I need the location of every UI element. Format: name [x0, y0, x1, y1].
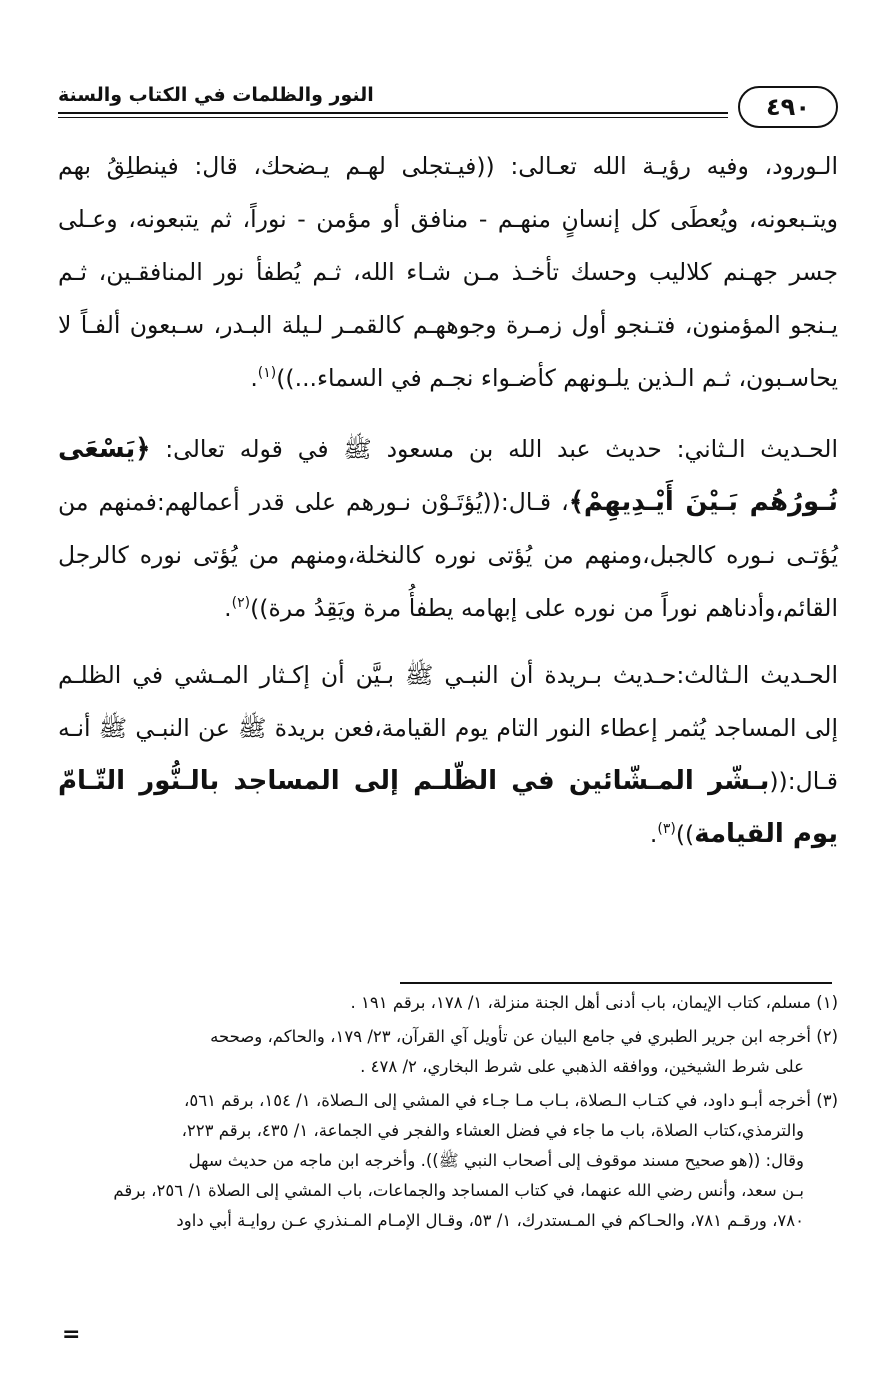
footnote-3-line-4: بـن سعد، وأنس رضي الله عنهما، في كتاب المساجد والجماعات، باب المشي إلى الصلاة ١/ ٢٥٦، برقم	[113, 1181, 804, 1200]
paragraph-2-lead: الحـديث الـثاني: حديث عبد الله بن مسعود ﷺ في قوله تعالى:	[150, 435, 838, 463]
header-rule-thin	[58, 117, 728, 118]
quran-verse: ﴿يَسْعَى نُـورُهُم بَـيْنَ أَيْـدِيهِمْ﴾	[58, 434, 838, 517]
footnote-separator	[400, 982, 832, 984]
footnotes	[58, 988, 838, 1240]
footnote-2-line-2: على شرط الشيخين، ووافقه الذهبي على شرط البخاري، ٢/ ٤٧٨ .	[360, 1057, 804, 1076]
footnote-3-line-1: (٣) أخرجه أبـو داود، في كتـاب الـصلاة، بـاب مـا جـاء في المشي إلى الـصلاة، ١/ ١٥٤، برقم ٥٦١،	[184, 1091, 838, 1110]
page-header	[58, 78, 838, 128]
footnote-ref-1[interactable]: (١)	[257, 365, 277, 382]
footnote-1: (١) مسلم، كتاب الإيمان، باب أدنى أهل الجنة منزلة، ١/ ١٧٨، برقم ١٩١ .	[350, 993, 838, 1012]
footnote-ref-3[interactable]: (٣)	[657, 821, 676, 838]
footnote-3-line-3: وقال: ((هو صحيح مسند موقوف إلى أصحاب النبي ﷺ)). وأخرجه ابن ماجه من حديث سهل	[188, 1151, 804, 1170]
paragraph-1	[58, 140, 838, 405]
main-text	[58, 140, 838, 879]
footnote-3-line-5: ٧٨٠، ورقـم ٧٨١، والحـاكم في المـستدرك، ١/ ٥٣، وقـال الإمـام المـنذري عـن روايـة أبي داود	[176, 1211, 804, 1230]
paragraph-2	[58, 423, 838, 635]
continuation-mark: =	[62, 1322, 81, 1347]
footnote-3	[58, 1086, 838, 1236]
header-rule	[58, 112, 728, 114]
paragraph-3-lead: الحـديث الـثالث:حـديث بـريدة أن النبـي ﷺ بـيَّن أن إكـثار المـشي في الظلـم إلى المساجد يُثمر إعطاء النور التام يوم القيامة،فعن بريدة ﷺ عن النبـي ﷺ أنـه قـال:((	[58, 661, 838, 795]
paragraph-1-end: .	[250, 364, 258, 392]
paragraph-1-text: الـورود، وفيه رؤيـة الله تعـالى: ((فيـتجلى لهـم يـضحك، قال: فينطلِقُ بهم ويتـبعونه، ويُعطَى كل إنسانٍ منهـم - منافق أو مؤمن - نوراً، ثم يتبعونه، وعـلى جسر جهـنم كلاليب وحسك تأخـذ مـن شـاء الله، ثـم يُطفأ نور المنافقـين، ثـم يـنجو المؤمنون، فتـنجو أول زمـرة وجوههـم كالقمـر لـيلة البـدر، سـبعون ألفـاً لا يحاسـبون، ثـم الـذين يلـونهم كأضـواء نجـم في السماء...))	[58, 152, 838, 392]
footnote-2-line-1: (٢) أخرجه ابن جرير الطبري في جامع البيان عن تأويل آي القرآن، ٢٣/ ١٧٩، والحاكم، وصححه	[210, 1027, 838, 1046]
footnote-3-line-2: والترمذي،كتاب الصلاة، باب ما جاء في فضل العشاء والفجر في الجماعة، ١/ ٤٣٥، برقم ٢٢٣،	[181, 1121, 804, 1140]
paragraph-2-rest: ، قـال:((يُؤتَـوْن نـورهم على قدر أعمالهم:فمنهم من يُؤتـى نـوره كالجبل،ومنهم من يُؤتى نوره كالنخلة،ومنهم من يُؤتى نوره كالرجل القائم،وأدناهم نوراً من نوره على إبهامه يطفأُ مرة ويَقِدُ مرة))	[58, 488, 838, 622]
quote-close: ))	[675, 820, 695, 848]
paragraph-3	[58, 649, 838, 861]
footnote-ref-2[interactable]: (٢)	[231, 595, 251, 612]
paragraph-2-end: .	[224, 594, 232, 622]
page-number-badge: ٤٩٠	[738, 86, 838, 128]
paragraph-3-end: .	[649, 820, 658, 848]
running-title: النور والظلمات في الكتاب والسنة	[58, 84, 374, 106]
hadith-quote: بـشّر المـشّائين في الظّلـم إلى المساجد بالـنُّور التّـامّ يوم القيامة	[58, 766, 838, 849]
footnote-2	[58, 1022, 838, 1082]
